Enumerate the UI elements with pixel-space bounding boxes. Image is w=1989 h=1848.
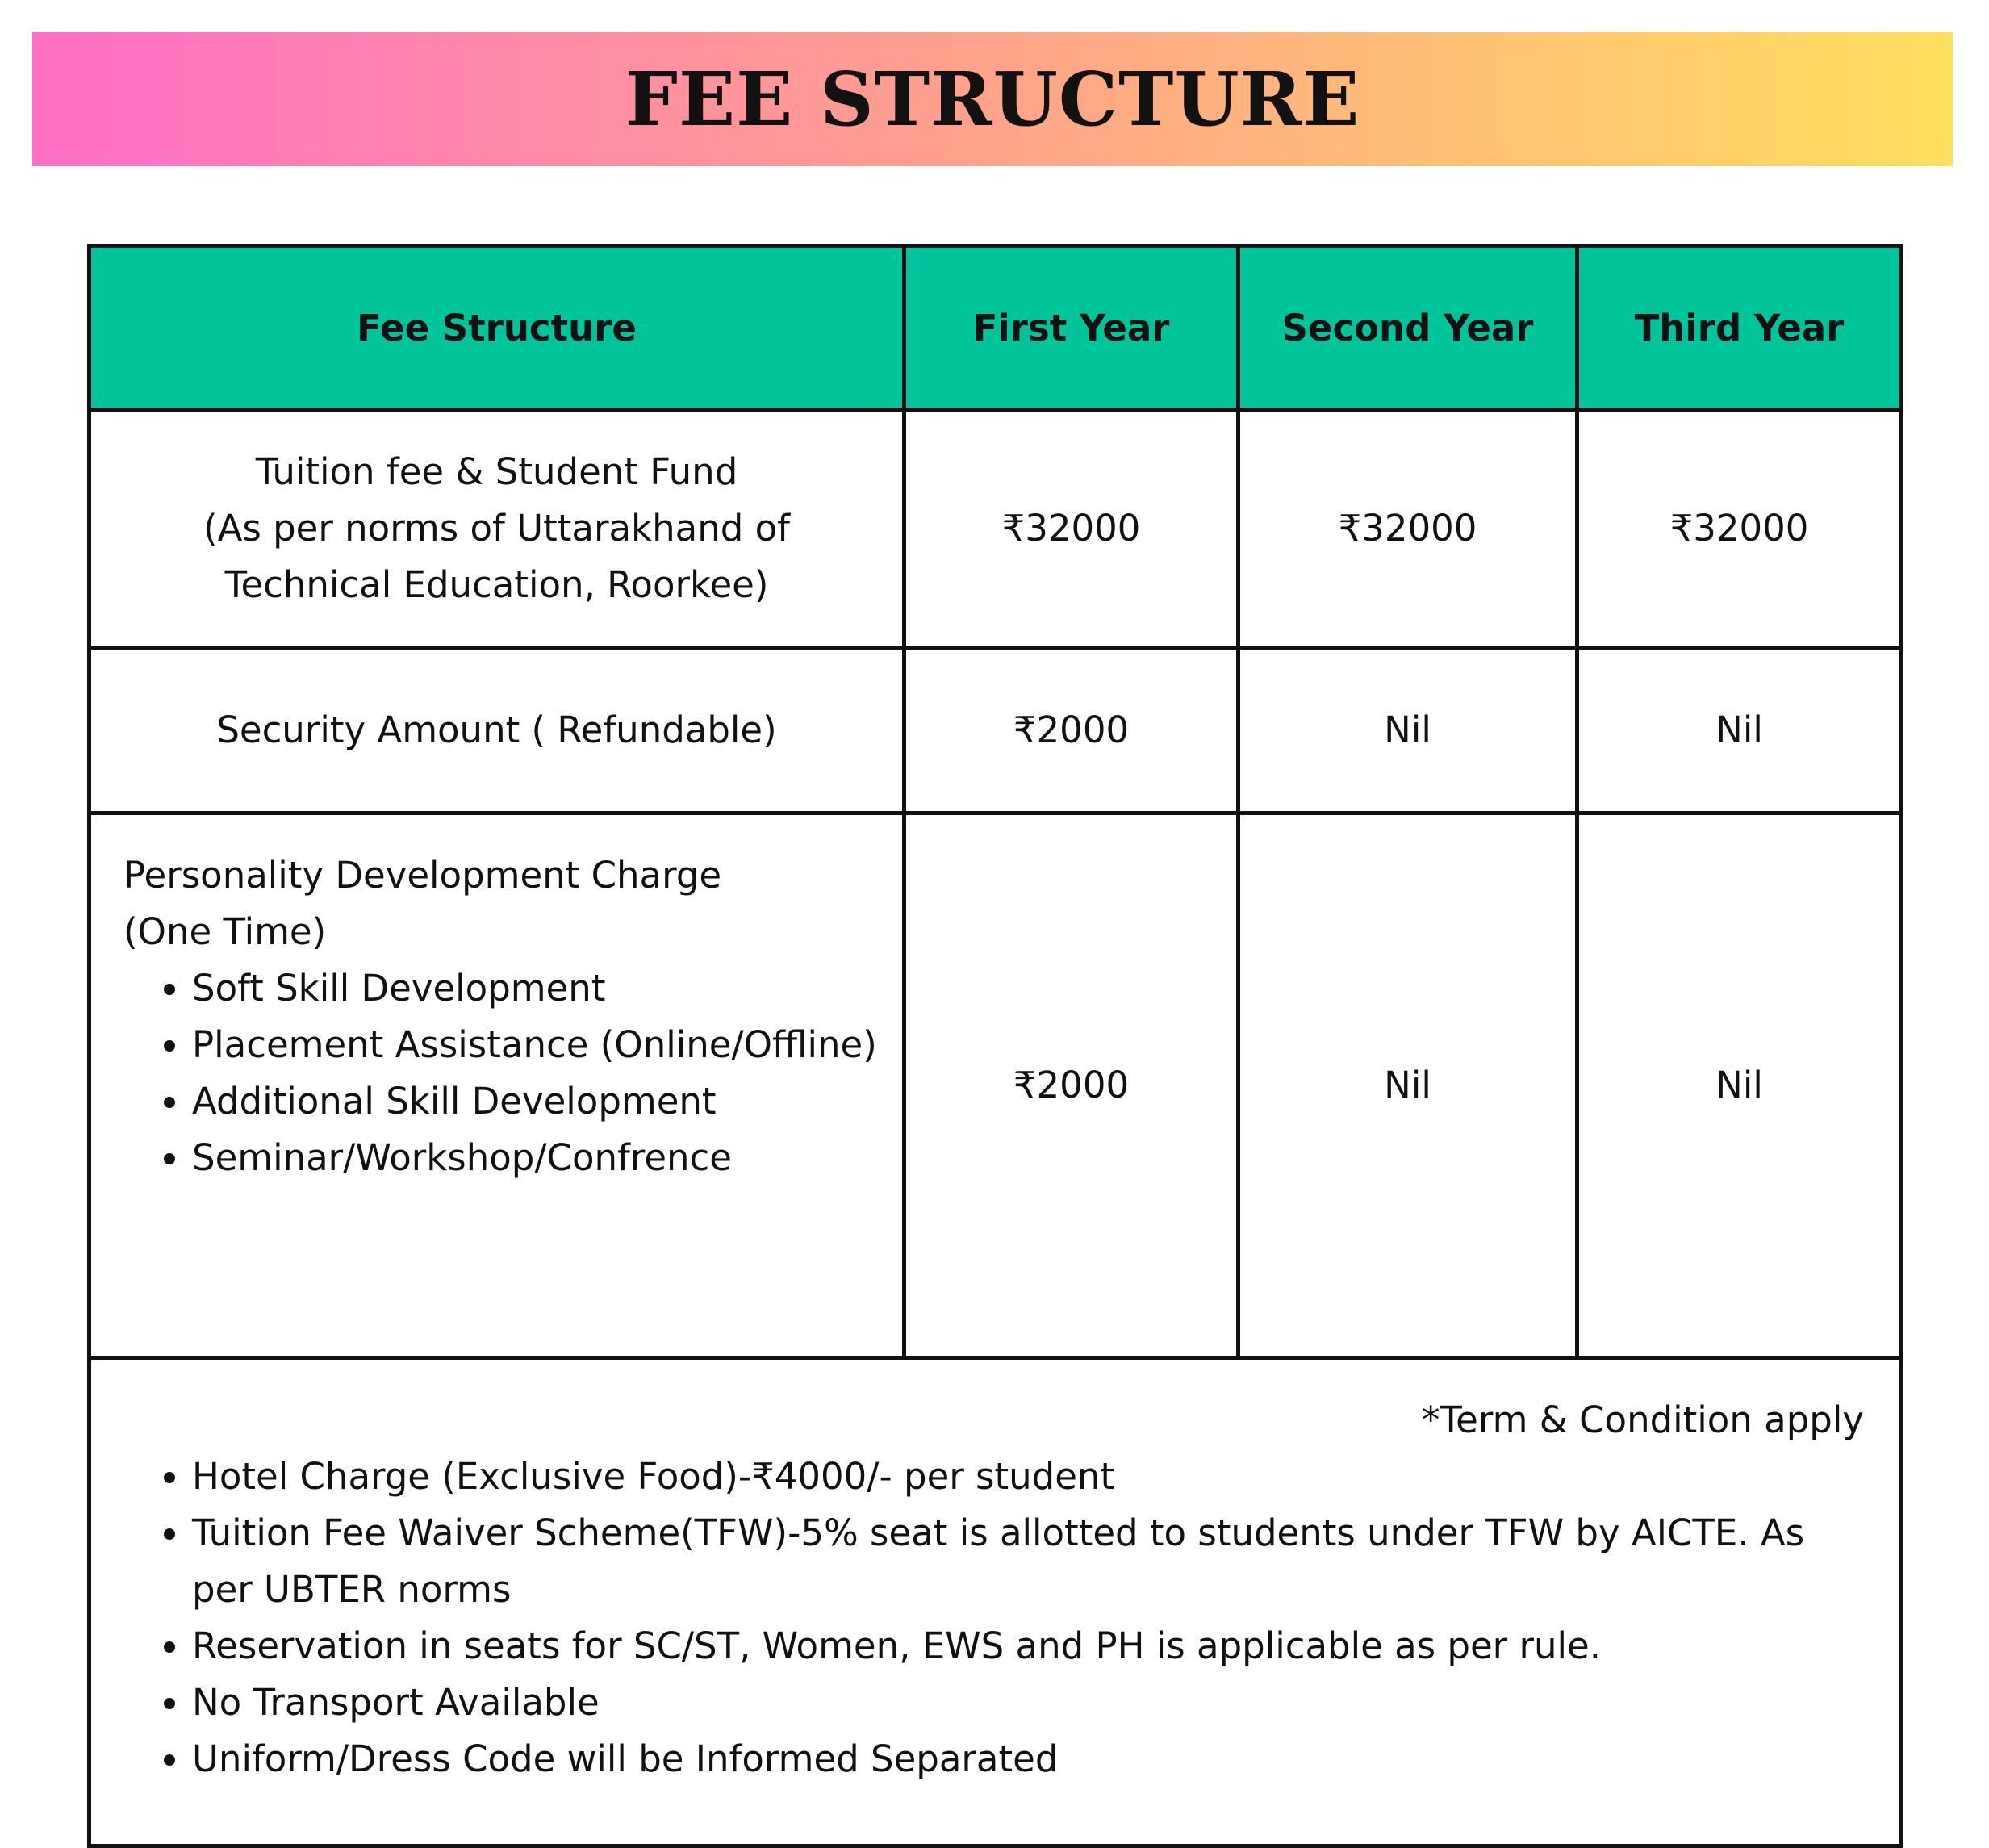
label-line: Technical Education, Roorkee) <box>224 563 769 606</box>
tuition-second-year: ₹32000 <box>1239 410 1577 648</box>
label-line: Tuition fee & Student Fund <box>255 450 738 493</box>
header-fee-structure: Fee Structure <box>90 246 905 410</box>
title-banner <box>32 32 1953 166</box>
row-label-tuition <box>90 410 905 648</box>
security-third-year: Nil <box>1577 648 1902 813</box>
fee-table <box>87 244 1903 1848</box>
label-line: Personality Development Charge <box>123 854 722 897</box>
list-item: • Uniform/Dress Code will be Informed Separated <box>192 1731 1864 1787</box>
terms-note: *Term & Condition apply <box>1421 1399 1864 1441</box>
label-line: (As per norms of Uttarakhand of <box>203 507 790 550</box>
list-item: • Placement Assistance (Online/Offline) <box>192 1017 902 1073</box>
page-title: FEE STRUCTURE <box>625 56 1360 143</box>
security-first-year: ₹2000 <box>905 648 1239 813</box>
list-item: • Tuition Fee Waiver Scheme(TFW)-5% seat is allotted to students under TFW by AICTE. As per UBTER norms <box>192 1505 1864 1618</box>
list-item: • Hotel Charge (Exclusive Food)-₹4000/- per student <box>192 1449 1864 1505</box>
list-item: • Soft Skill Development <box>192 960 902 1017</box>
bullet-list <box>123 960 902 1186</box>
security-second-year: Nil <box>1239 648 1577 813</box>
list-item: • No Transport Available <box>192 1674 1864 1731</box>
table-row <box>90 410 1902 648</box>
tuition-first-year: ₹32000 <box>905 410 1239 648</box>
tuition-third-year: ₹32000 <box>1577 410 1902 648</box>
personality-first-year: ₹2000 <box>905 813 1239 1358</box>
row-label-security: Security Amount ( Refundable) <box>90 648 905 813</box>
list-item: • Seminar/Workshop/Confrence <box>192 1130 902 1186</box>
table-row <box>90 813 1902 1358</box>
notes-list <box>123 1449 1864 1787</box>
personality-second-year: Nil <box>1239 813 1577 1358</box>
list-item: • Reservation in seats for SC/ST, Women, EWS and PH is applicable as per rule. <box>192 1618 1864 1674</box>
personality-third-year: Nil <box>1577 813 1902 1358</box>
table-row <box>90 648 1902 813</box>
notes-row <box>90 1358 1902 1846</box>
header-third-year: Third Year <box>1577 246 1902 410</box>
header-second-year: Second Year <box>1239 246 1577 410</box>
label-line: (One Time) <box>123 910 327 953</box>
header-row <box>90 246 1902 410</box>
notes-cell <box>90 1358 1902 1846</box>
header-first-year: First Year <box>905 246 1239 410</box>
row-label-personality <box>90 813 905 1358</box>
list-item: • Additional Skill Development <box>192 1073 902 1130</box>
